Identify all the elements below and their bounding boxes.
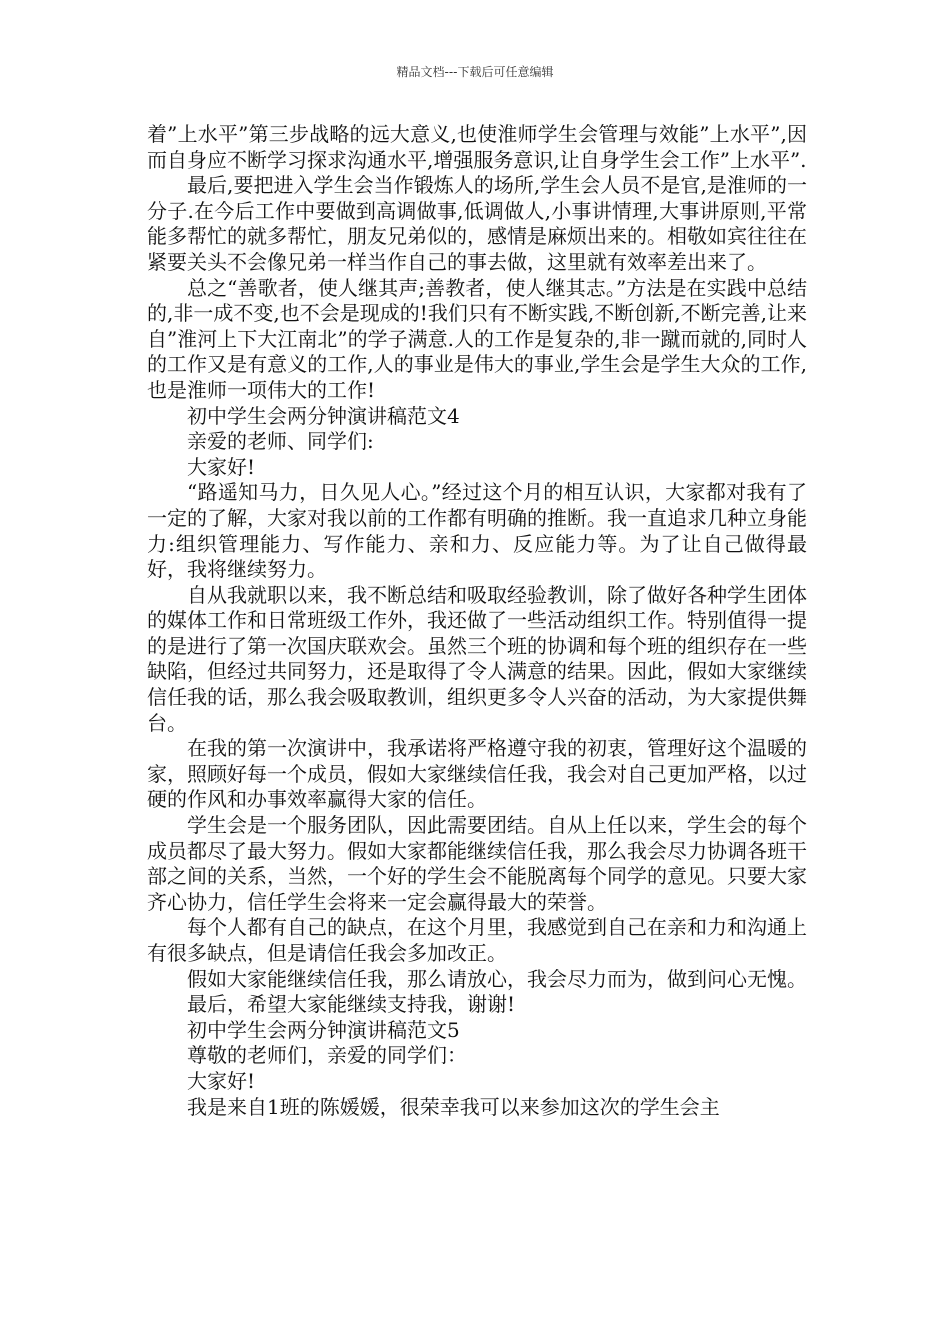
greeting: 大家好! <box>187 454 256 479</box>
salutation: 亲爱的老师、同学们: <box>187 429 374 454</box>
closing-thanks: 最后，希望大家能继续支持我，谢谢! <box>187 992 516 1017</box>
paragraph-opening: “路遥知马力，日久见人心。”经过这个月的相互认识，大家都对我有了一定的了解，大家对我以前的工作都有明确的推断。我一直追求几种立身能力:组织管理能力、写作能力、亲和力、反应能力等。为了让自己做得最好，我将继续努力。 <box>147 480 807 582</box>
section-title-4: 初中学生会两分钟演讲稿范文4 <box>187 403 460 428</box>
paragraph-trust: 假如大家能继续信任我，那么请放心，我会尽力而为，做到问心无愧。 <box>187 966 807 991</box>
page-header: 精品文档---下载后可任意编辑 <box>396 65 554 79</box>
paragraph-shortcomings: 每个人都有自己的缺点，在这个月里，我感觉到自己在亲和力和沟通上有很多缺点，但是请信任我会多加改正。 <box>147 915 807 965</box>
paragraph-conclusion: 最后,要把进入学生会当作锻炼人的场所,学生会人员不是官,是淮师的一分子.在今后工作中要做到高调做事,低调做人,小事讲情理,大事讲原则,平常能多帮忙的就多帮忙，朋友兄弟似的，感情是麻烦出来的。相敬如宾往往在紧要关头不会像兄弟一样当作自己的事去做，这里就有效率差出来了。 <box>147 173 807 274</box>
paragraph-work-review: 自从我就职以来，我不断总结和吸取经验教训，除了做好各种学生团体的媒体工作和日常班级工作外，我还做了一些活动组织工作。特别值得一提的是进行了第一次国庆联欢会。虽然三个班的协调和每个班的组织存在一些缺陷，但经过共同努力，还是取得了令人满意的结果。因此，假如大家继续信任我的话，那么我会吸取教训，组织更多令人兴奋的活动，为大家提供舞台。 <box>147 582 807 735</box>
section-title-5: 初中学生会两分钟演讲稿范文5 <box>187 1017 460 1042</box>
paragraph-introduction: 我是来自1班的陈媛媛，很荣幸我可以来参加这次的学生会主 <box>187 1094 720 1119</box>
salutation-5: 尊敬的老师们，亲爱的同学们： <box>187 1043 467 1068</box>
paragraph-summary: 总之“善歌者，使人继其声;善教者，使人继其志。”方法是在实践中总结的,非一成不变,也不会是现成的!我们只有不断实践,不断创新,不断完善,让来自”淮河上下大江南北”的学子满意.人的工作是复杂的,非一蹴而就的,同时人的工作又是有意义的工作,人的事业是伟大的事业,学生会是学生大众的工作,也是淮师一项伟大的工作! <box>147 275 807 402</box>
document-body <box>147 122 807 1120</box>
paragraph-promise: 在我的第一次演讲中，我承诺将严格遵守我的初衷，管理好这个温暖的家，照顾好每一个成员，假如大家继续信任我，我会对自己更加严格，以过硬的作风和办事效率赢得大家的信任。 <box>147 736 807 812</box>
paragraph-continued: 着”上水平”第三步战略的远大意义,也使淮师学生会管理与效能”上水平”,因而自身应不断学习探求沟通水平,增强服务意识,让自身学生会工作”上水平”. <box>147 122 807 172</box>
greeting-5: 大家好! <box>187 1068 256 1093</box>
paragraph-teamwork: 学生会是一个服务团队，因此需要团结。自从上任以来，学生会的每个成员都尽了最大努力。假如大家都能继续信任我，那么我会尽力协调各班干部之间的关系，当然，一个好的学生会不能脱离每个同学的意见。只要大家齐心协力，信任学生会将来一定会赢得最大的荣誉。 <box>147 813 807 914</box>
